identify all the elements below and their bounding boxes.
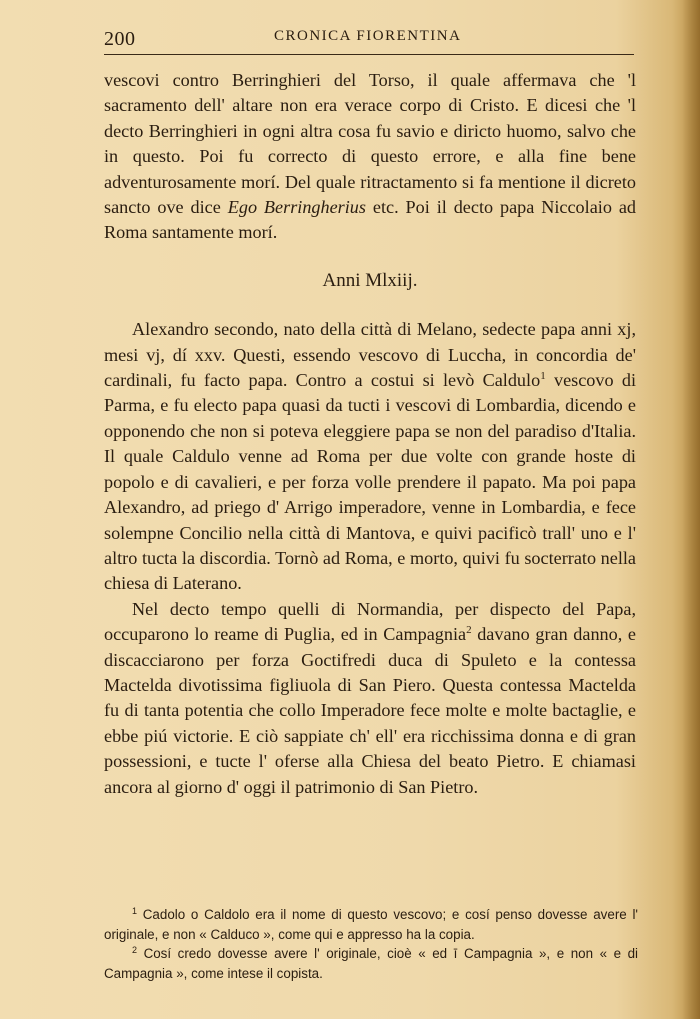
page-header [104, 26, 634, 50]
paragraph-continued [104, 68, 636, 246]
footnote-ref-2[interactable]: 2 [466, 624, 472, 637]
section-heading: Anni Mlxiij. [322, 269, 418, 291]
footnote-text: Cosí credo dovesse avere l' originale, cioè « ed ī Campagnia », e non « e di Campagnia », come intese il copista. [104, 946, 638, 981]
paragraph-3-text-b: davano gran danno, e discacciarono per forza Goctifredi duca di Spuleto e la contessa Mactelda divotissima figliuola di San Piero. Questa contessa Mactelda fu di tanta potentia che collo Imperadore fece molte e molte bactaglie, e ebbe piú victorie. E ciò sappiate ch' ell' era ricchissima donna e di gran possessioni, e tucte l' oferse alla Chiesa del beato Pietro. E chiamasi ancora al giorno d' oggi il patrimonio di San Pietro. [104, 624, 636, 797]
footnote-marker: 2 [132, 945, 138, 955]
page-edge-shadow [682, 0, 700, 1019]
paragraph-2-text-b: vescovo di Parma, e fu electo papa quasi da tucti i vescovi di Lombardia, dicendo e opponendo che non si poteva eleggiere papa se non del paradiso d'Italia. Il quale Caldulo venne ad Roma per due volte con grande hoste di popolo e di cavalieri, e per forza volle prendere il papato. Ma poi papa Alexandro, ad priego d' Arrigo imperadore, venne in Lombardia, e fece solempne Concilio nella città di Mantova, e quivi pacificò trall' uno e l' altro tucta la discordia. Tornò ad Roma, e morto, quivi fu socterrato nella chiesa di Laterano. [104, 370, 637, 594]
paragraph-alexandro [104, 317, 636, 596]
paragraph-normandia [104, 597, 636, 800]
paragraph-1-text-b: etc. Poi il decto papa Niccolaio ad Roma santamente morí. [104, 197, 636, 243]
footnote-marker: 1 [132, 906, 138, 916]
paragraph-1-text-a: vescovi contro Berringhieri del Torso, il quale affermava che 'l sacramento dell' altare non era verace corpo di Cristo. E dicesi che 'l decto Berringhieri in ogni altra cosa fu savio e diricto huomo, salvo che in questo. Poi fu correcto di questo errore, e alla fine bene adventurosamente morí. Del quale ritractamento si fa mentione il dicreto sancto ove dice [104, 70, 636, 218]
header-rule [104, 54, 634, 55]
footnote-text: Cadolo o Caldolo era il nome di questo vescovo; e cosí penso dovesse avere l' originale, e non « Calduco », come qui e appresso ha la copia. [104, 907, 638, 942]
footnotes [104, 905, 638, 983]
running-title: CRONICA FIORENTINA [274, 28, 462, 44]
footnote-ref-1[interactable]: 1 [540, 370, 546, 383]
footnote [104, 944, 638, 983]
main-text [104, 68, 636, 800]
latin-quote: Ego Berringherius [227, 197, 366, 218]
page-number: 200 [104, 28, 136, 50]
footnote [104, 905, 638, 944]
paragraph-3-text-a: Nel decto tempo quelli di Normandia, per dispecto del Papa, occuparono lo reame di Puglia, ed in Campagnia [104, 598, 636, 645]
paragraph-2-text-a: Alexandro secondo, nato della città di Melano, sedecte papa anni xj, mesi vj, dí xxv. Questi, essendo vescovo di Luccha, in concordia de' cardinali, fu facto papa. Contro a costui si levò Caldulo [104, 319, 636, 391]
